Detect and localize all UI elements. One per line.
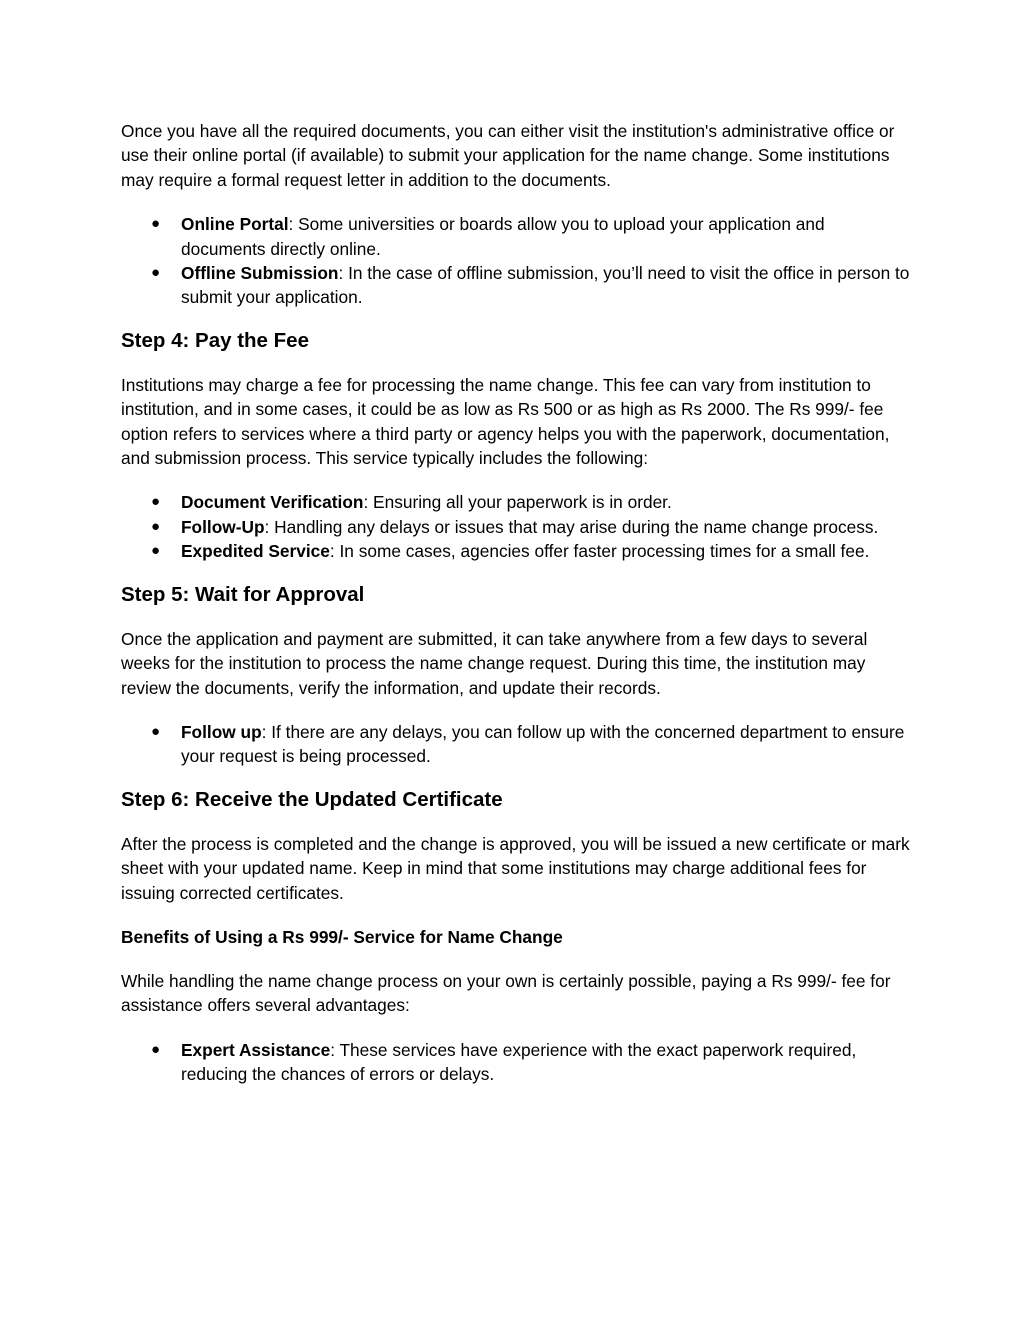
list-item: [121, 720, 911, 769]
list-item-term: Document Verification: [181, 492, 364, 513]
list-item-term: Follow up: [181, 721, 262, 742]
list-item-term: Expedited Service: [181, 541, 330, 562]
benefits-paragraph: While handling the name change process on your own is certainly possible, paying a Rs 999/- fee for assistance offers several advantages:: [121, 970, 891, 1016]
step4-list: [121, 490, 911, 563]
step6-paragraph: After the process is completed and the change is approved, you will be issued a new certificate or mark sheet with your updated name. Keep in mind that some institutions may charge additional fees for issuing corrected certificates.: [121, 833, 910, 903]
list-item-desc: : In some cases, agencies offer faster processing times for a small fee.: [329, 541, 870, 562]
list-item-desc: : Handling any delays or issues that may arise during the name change process.: [264, 516, 879, 537]
bullet-icon: ●: [151, 542, 161, 560]
step6-heading: Step 6: Receive the Updated Certificate: [121, 787, 503, 811]
bullet-icon: ●: [151, 722, 161, 740]
list-item: [121, 490, 911, 514]
list-item-desc: : Ensuring all your paperwork is in order.: [363, 492, 672, 513]
list-item-desc: : In the case of offline submission, you’ll need to visit the office in person to submit your application.: [181, 263, 910, 308]
benefits-heading: Benefits of Using a Rs 999/- Service for Name Change: [121, 926, 563, 947]
list-item-term: Follow-Up: [181, 516, 265, 537]
list-item: [121, 212, 911, 261]
list-item-term: Online Portal: [181, 214, 289, 235]
list-item: [121, 515, 911, 539]
bullet-icon: ●: [151, 215, 161, 233]
list-item: [121, 261, 911, 310]
step4-paragraph: Institutions may charge a fee for processing the name change. This fee can vary from institution to institution, and in some cases, it could be as low as Rs 500 or as high as Rs 2000. The Rs 999/- fee option refers to services where a third party or agency helps you with the paperwork, documentation, and submission process. This service typically includes the following:: [121, 374, 890, 469]
submission-list: [121, 212, 911, 310]
step5-heading: Step 5: Wait for Approval: [121, 582, 365, 606]
list-item: [121, 1038, 911, 1087]
intro-paragraph: Once you have all the required documents, you can either visit the institution's administrative office or use their online portal (if available) to submit your application for the name change. Some institutions may require a formal request letter in addition to the documents.: [121, 121, 895, 190]
list-item-term: Offline Submission: [181, 263, 339, 284]
list-item-desc: : These services have experience with the exact paperwork required, reducing the chances of errors or delays.: [181, 1039, 857, 1085]
step5-list: [121, 720, 911, 769]
step4-heading: Step 4: Pay the Fee: [121, 328, 309, 352]
bullet-icon: ●: [151, 493, 161, 511]
document-page: [121, 119, 911, 1103]
list-item-term: Expert Assistance: [181, 1039, 331, 1060]
bullet-icon: ●: [151, 264, 161, 282]
list-item-desc: : If there are any delays, you can follow up with the concerned department to ensure your request is being processed.: [181, 721, 905, 767]
benefits-list: [121, 1038, 911, 1087]
bullet-icon: ●: [151, 517, 161, 535]
list-item: [121, 539, 911, 563]
list-item-desc: : Some universities or boards allow you to upload your application and documents directly online.: [181, 214, 825, 259]
step5-paragraph: Once the application and payment are submitted, it can take anywhere from a few days to several weeks for the institution to process the name change request. During this time, the institution may review the documents, verify the information, and update their records.: [121, 628, 868, 698]
bullet-icon: ●: [151, 1040, 161, 1058]
